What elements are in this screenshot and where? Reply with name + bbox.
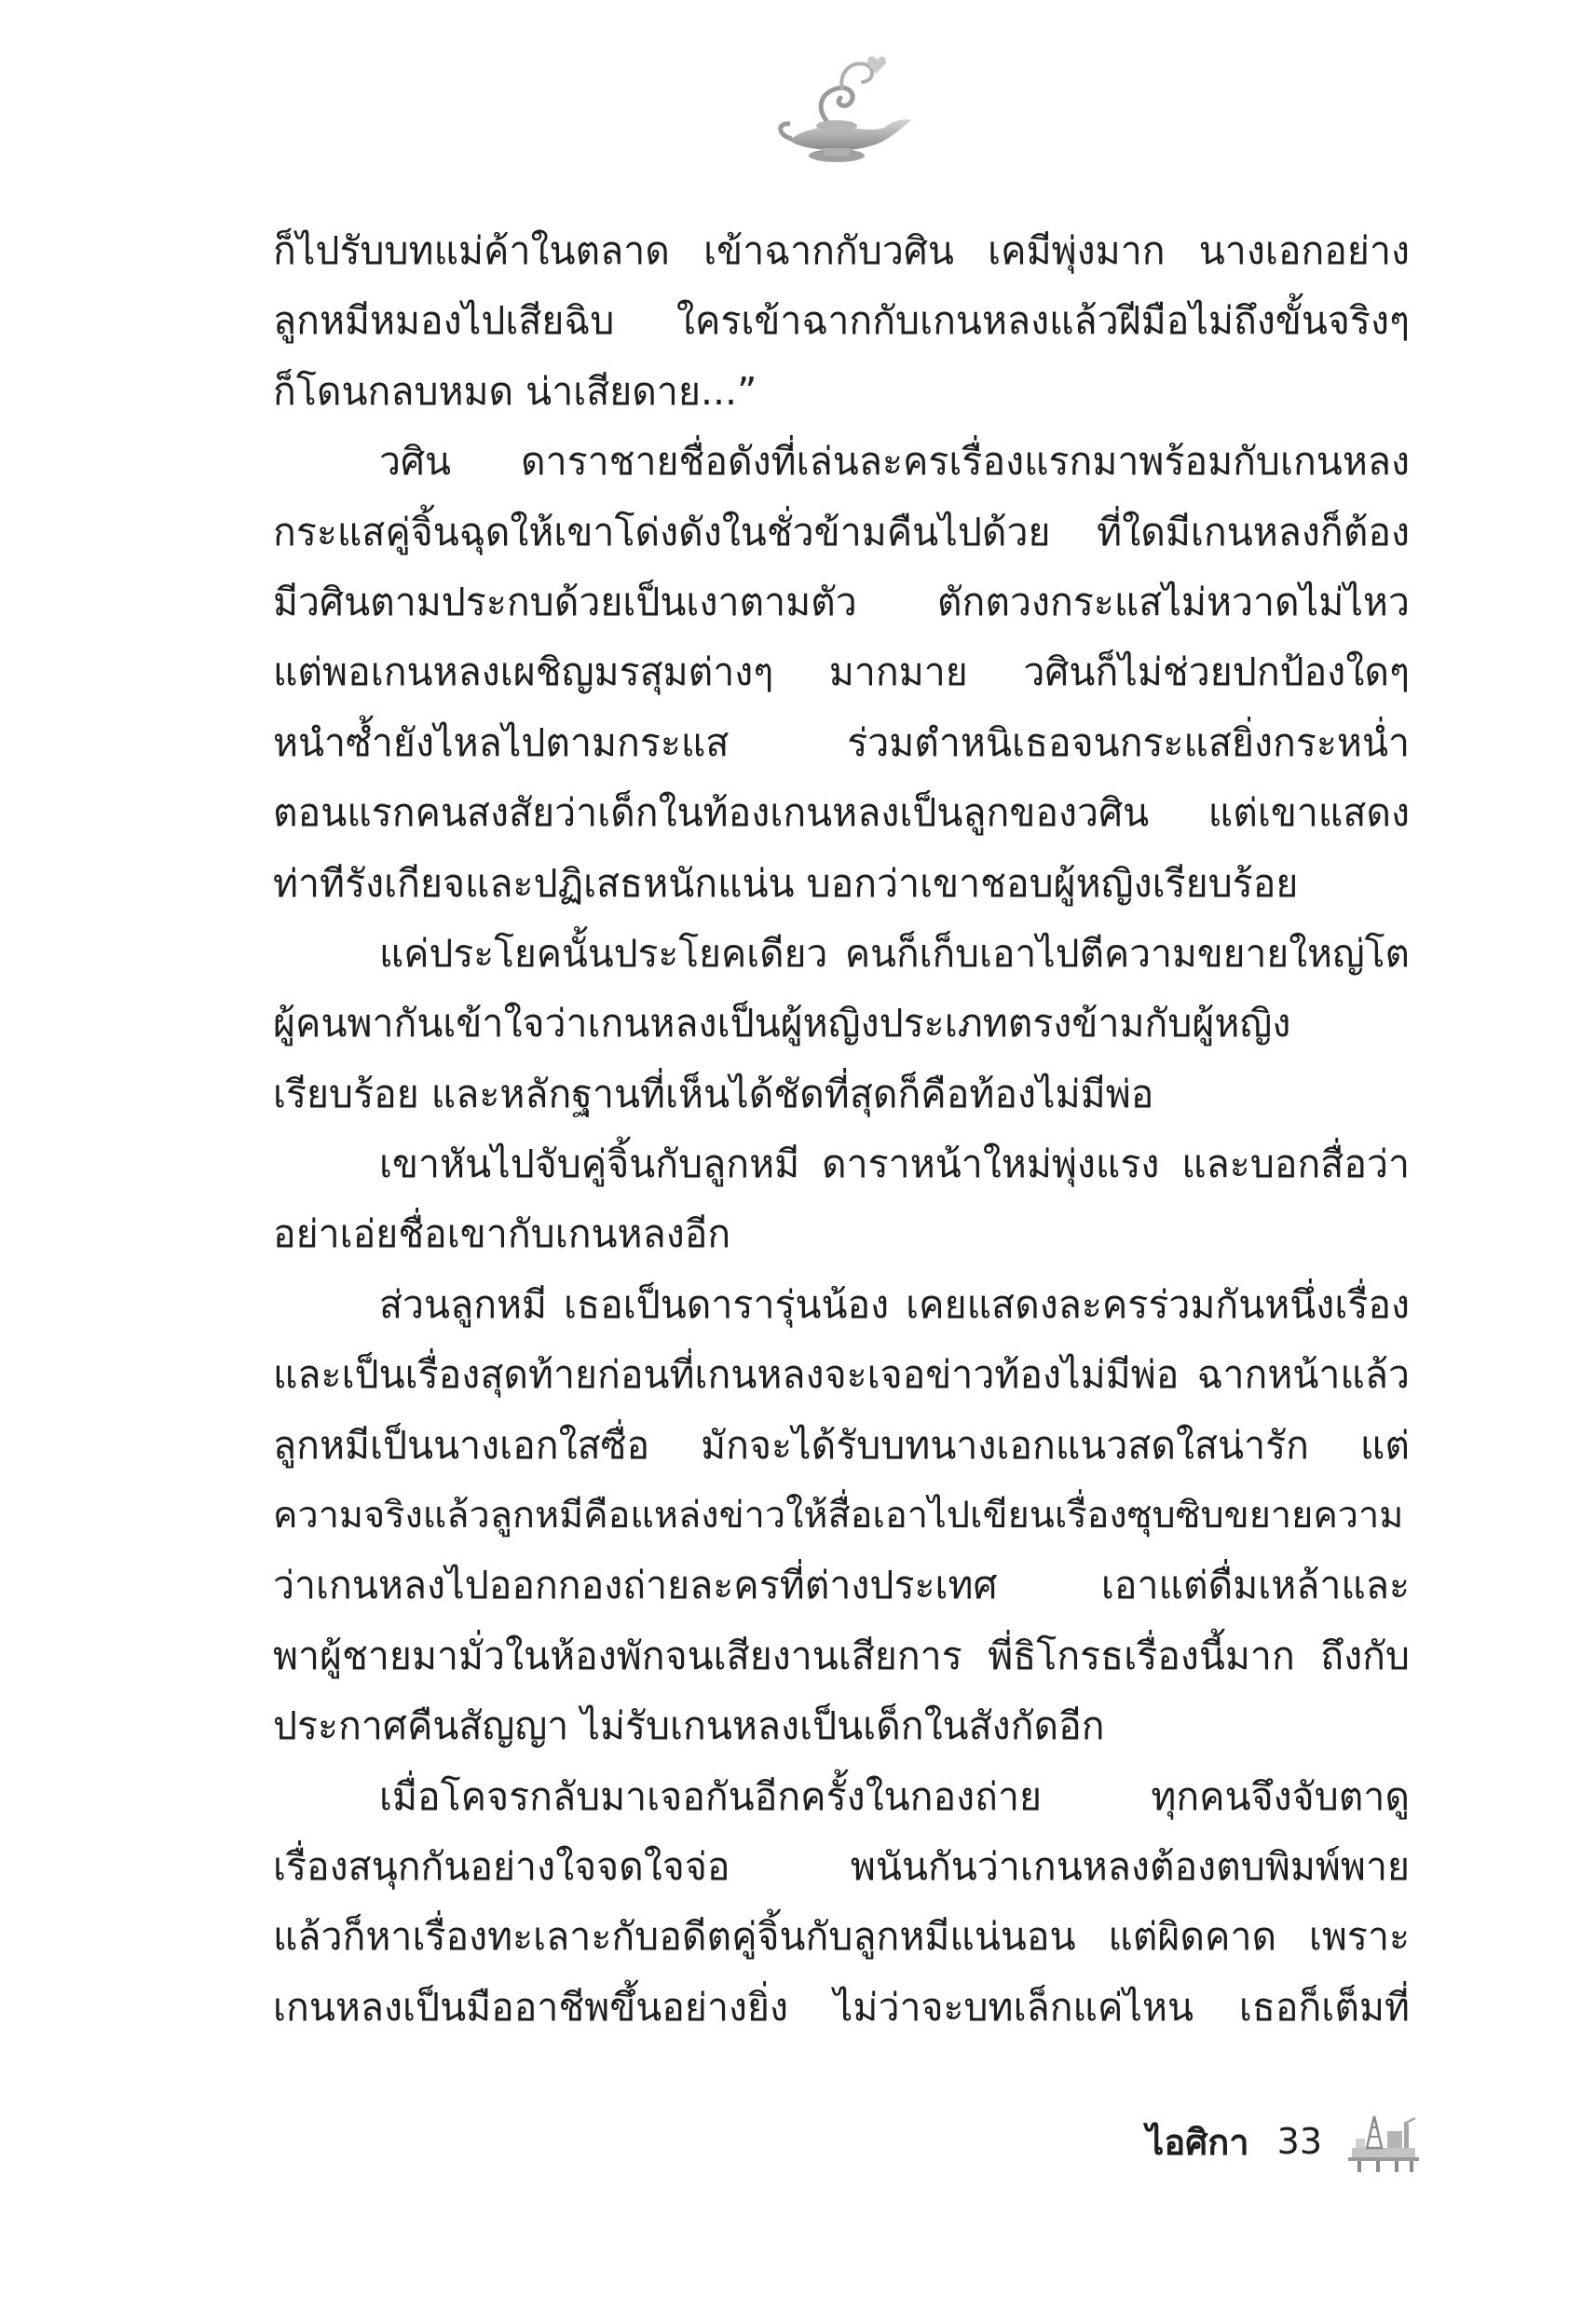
- text-line: ท่าทีรังเกียจและปฏิเสธหนักแน่น บอกว่าเขาชอบผู้หญิงเรียบร้อย: [273, 860, 1299, 906]
- body-text: [273, 216, 1410, 2043]
- text-line: ผู้คนพากันเข้าใจว่าเกนหลงเป็นผู้หญิงประเภทตรงข้ามกับผู้หญิง: [273, 1001, 1291, 1046]
- text-line: เรียบร้อย และหลักฐานที่เห็นได้ชัดที่สุดก็คือท้องไม่มีพ่อ: [273, 1071, 1154, 1116]
- text-line: เกนหลงเป็นมืออาชีพขึ้นอย่างยิ่ง ไม่ว่าจะบทเล็กแค่ไหน เธอก็เต็มที่: [273, 1984, 1410, 2030]
- oil-rig-icon: [1348, 2111, 1419, 2172]
- genie-lamp-icon: [764, 51, 922, 168]
- text-line: ลูกหมีเป็นนางเอกใสซื่อ มักจะได้รับบทนางเอกแนวสดใสน่ารัก แต่: [273, 1422, 1410, 1468]
- text-line: ลูกหมีหมองไปเสียฉิบ ใครเข้าฉากกับเกนหลงแล้วฝีมือไม่ถึงขั้นจริงๆ: [273, 298, 1410, 344]
- text-line: และเป็นเรื่องสุดท้ายก่อนที่เกนหลงจะเจอข่าวท้องไม่มีพ่อ ฉากหน้าแล้ว: [273, 1352, 1410, 1398]
- text-line: เขาหันไปจับคู่จิ้นกับลูกหมี ดาราหน้าใหม่พุ่งแรง และบอกสื่อว่า: [379, 1142, 1410, 1187]
- text-line: กระแสคู่จิ้นฉุดให้เขาโด่งดังในชั่วข้ามคืนไปด้วย ที่ใดมีเกนหลงก็ต้อง: [273, 509, 1410, 554]
- text-line: หนำซ้ำยังไหลไปตามกระแส ร่วมตำหนิเธอจนกระแสยิ่งกระหน่ำ: [273, 719, 1410, 765]
- text-line: ตอนแรกคนสงสัยว่าเด็กในท้องเกนหลงเป็นลูกของวศิน แต่เขาแสดง: [273, 790, 1410, 836]
- text-line: ก็ไปรับบทแม่ค้าในตลาด เข้าฉากกับวศิน เคมีพุ่งมาก นางเอกอย่าง: [273, 228, 1410, 273]
- text-line: วศิน ดาราชายชื่อดังที่เล่นละครเรื่องแรกมาพร้อมกับเกนหลง: [379, 439, 1410, 485]
- page-footer: [1146, 2111, 1419, 2172]
- text-line: มีวศินตามประกบด้วยเป็นเงาตามตัว ตักตวงกระแสไม่หวาดไม่ไหว: [273, 579, 1410, 624]
- text-line: ประกาศคืนสัญญา ไม่รับเกนหลงเป็นเด็กในสังกัดอีก: [273, 1703, 1105, 1749]
- text-line: แต่พอเกนหลงเผชิญมรสุมต่างๆ มากมาย วศินก็ไม่ช่วยปกป้องใดๆ: [273, 650, 1410, 695]
- text-line: เรื่องสนุกกันอย่างใจจดใจจ่อ พนันกันว่าเกนหลงต้องตบพิมพ์พาย: [273, 1843, 1410, 1889]
- page-number: 33: [1276, 2121, 1322, 2162]
- text-line: ความจริงแล้วลูกหมีคือแหล่งข่าวให้สื่อเอาไปเขียนเรื่องซุบซิบขยายความ: [273, 1494, 1404, 1538]
- book-title: ไอศิกา: [1146, 2121, 1249, 2163]
- text-line: ก็โดนกลบหมด น่าเสียดาย...”: [273, 368, 757, 414]
- text-line: แค่ประโยคนั้นประโยคเดียว คนก็เก็บเอาไปตีความขยายใหญ่โต: [379, 930, 1410, 976]
- text-line: อย่าเอ่ยชื่อเขากับเกนหลงอีก: [273, 1211, 731, 1257]
- text-line: ว่าเกนหลงไปออกกองถ่ายละครที่ต่างประเทศ เอาแต่ดื่มเหล้าและ: [273, 1563, 1410, 1608]
- text-line: เมื่อโคจรกลับมาเจอกันอีกครั้งในกองถ่าย ทุกคนจึงจับตาดู: [379, 1773, 1410, 1819]
- text-line: แล้วก็หาเรื่องทะเลาะกับอดีตคู่จิ้นกับลูกหมีแน่นอน แต่ผิดคาด เพราะ: [273, 1914, 1410, 1960]
- text-line: ส่วนลูกหมี เธอเป็นดารารุ่นน้อง เคยแสดงละครร่วมกันหนึ่งเรื่อง: [379, 1281, 1410, 1327]
- text-line: พาผู้ชายมามั่วในห้องพักจนเสียงานเสียการ พี่ธิโกรธเรื่องนี้มาก ถึงกับ: [273, 1633, 1410, 1678]
